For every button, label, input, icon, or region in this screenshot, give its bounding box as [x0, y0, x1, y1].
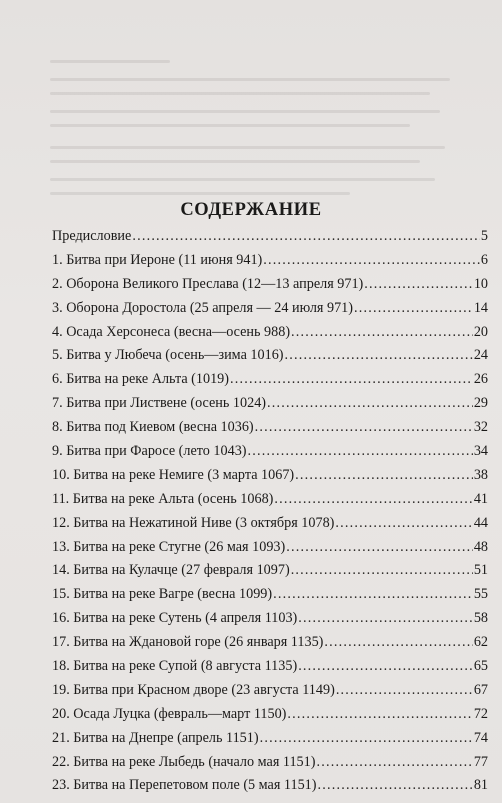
toc-leader-dots [230, 371, 473, 388]
toc-entry-title: 23. Битва на Перепетовом поле (5 мая 1151) [52, 777, 317, 794]
toc-leader-dots [274, 491, 472, 508]
page-title: СОДЕРЖАНИЕ [180, 200, 322, 220]
toc-entry-page-number: 55 [473, 586, 488, 603]
toc-leader-dots [318, 777, 473, 794]
toc-entry-title: 12. Битва на Нежатиной Ниве (3 октября 1078) [52, 514, 335, 531]
toc-leader-dots [287, 706, 472, 723]
toc-entry [52, 228, 488, 252]
toc-leader-dots [285, 347, 473, 364]
toc-entry-page-number: 81 [473, 777, 488, 794]
toc-entry [52, 515, 488, 539]
toc-entry-page-number: 72 [473, 705, 488, 722]
toc-entry [52, 324, 488, 348]
toc-entry [52, 252, 488, 276]
toc-entry-title: 14. Битва на Кулачце (27 февраля 1097) [52, 562, 290, 579]
toc-entry [52, 443, 488, 467]
toc-entry-page-number: 58 [473, 610, 488, 627]
toc-entry [52, 276, 488, 300]
toc-entry [52, 467, 488, 491]
toc-entry [52, 730, 488, 754]
toc-entry [52, 539, 488, 563]
toc-entry-title: 15. Битва на реке Вагре (весна 1099) [52, 586, 273, 603]
toc-entry-title: 5. Битва у Любеча (осень—зима 1016) [52, 347, 284, 364]
toc-leader-dots [298, 658, 473, 675]
toc-entry-page-number: 20 [473, 323, 488, 340]
toc-leader-dots [132, 228, 480, 245]
toc-entry [52, 754, 488, 778]
toc-entry-title: 11. Битва на реке Альта (осень 1068) [52, 490, 274, 507]
toc-entry-title: 2. Оборона Великого Преслава (12—13 апреля 971) [52, 275, 364, 292]
toc-entry-title: 17. Битва на Ждановой горе (26 января 1135) [52, 634, 324, 651]
toc-entry-title: 19. Битва при Красном дворе (23 августа 1149) [52, 681, 335, 698]
toc-entry-page-number: 14 [473, 299, 488, 316]
toc-leader-dots [291, 562, 473, 579]
toc-entry [52, 706, 488, 730]
toc-leader-dots [286, 539, 473, 556]
toc-entry-page-number: 77 [473, 753, 488, 770]
toc-entry [52, 658, 488, 682]
toc-entry [52, 491, 488, 515]
toc-entry-title: 6. Битва на реке Альта (1019) [52, 371, 229, 388]
toc-entry-page-number: 48 [473, 538, 488, 555]
toc-leader-dots [298, 610, 473, 627]
toc-entry-title: 9. Битва при Фаросе (лето 1043) [52, 443, 247, 460]
toc-entry [52, 610, 488, 634]
toc-entry-page-number: 32 [473, 419, 488, 436]
toc-entry [52, 682, 488, 706]
reverse-side-show-through [50, 60, 502, 200]
toc-entry-page-number: 34 [473, 443, 488, 460]
toc-entry-title: 10. Битва на реке Немиге (3 марта 1067) [52, 466, 295, 483]
toc-entry-page-number: 74 [473, 729, 488, 746]
toc-entry-page-number: 62 [473, 634, 488, 651]
toc-entry-page-number: 38 [473, 466, 488, 483]
toc-entry-title: 1. Битва при Иероне (11 июня 941) [52, 251, 263, 268]
toc-entry-page-number: 29 [473, 395, 488, 412]
toc-leader-dots [316, 754, 472, 771]
toc-entry-title: 4. Осада Херсонеса (весна—осень 988) [52, 323, 291, 340]
toc-entry-page-number: 24 [473, 347, 488, 364]
table-of-contents [52, 228, 488, 801]
toc-entry [52, 395, 488, 419]
toc-entry-page-number: 41 [473, 490, 488, 507]
toc-entry-title: 20. Осада Луцка (февраль—март 1150) [52, 705, 287, 722]
toc-entry-title: 18. Битва на реке Супой (8 августа 1135) [52, 658, 298, 675]
toc-leader-dots [324, 634, 472, 651]
toc-entry [52, 347, 488, 371]
toc-entry-title: 16. Битва на реке Сутень (4 апреля 1103) [52, 610, 298, 627]
toc-entry-page-number: 5 [480, 228, 488, 244]
toc-entry-page-number: 10 [473, 275, 488, 292]
toc-entry [52, 777, 488, 801]
toc-leader-dots [260, 730, 473, 747]
toc-leader-dots [267, 395, 473, 412]
toc-entry-page-number: 65 [473, 658, 488, 675]
toc-entry-title: 7. Битва при Листвене (осень 1024) [52, 395, 267, 412]
toc-entry-page-number: 51 [473, 562, 488, 579]
toc-entry-title: Предисловие [52, 228, 132, 244]
toc-entry-title: 3. Оборона Доростола (25 апреля — 24 июля 971) [52, 299, 353, 316]
toc-leader-dots [336, 682, 473, 699]
toc-leader-dots [273, 586, 473, 603]
toc-entry-title: 21. Битва на Днепре (апрель 1151) [52, 729, 259, 746]
toc-leader-dots [354, 300, 473, 317]
toc-entry [52, 586, 488, 610]
toc-entry [52, 371, 488, 395]
toc-entry-title: 22. Битва на реке Лыбедь (начало мая 1151) [52, 753, 316, 770]
toc-entry [52, 634, 488, 658]
toc-entry-title: 13. Битва на реке Стугне (26 мая 1093) [52, 538, 286, 555]
toc-entry [52, 419, 488, 443]
toc-leader-dots [364, 276, 473, 293]
toc-leader-dots [335, 515, 472, 532]
toc-entry [52, 562, 488, 586]
toc-entry-page-number: 6 [480, 251, 488, 268]
toc-leader-dots [295, 467, 473, 484]
toc-leader-dots [248, 443, 473, 460]
toc-entry-page-number: 67 [473, 681, 488, 698]
toc-entry-title: 8. Битва под Киевом (весна 1036) [52, 419, 254, 436]
toc-entry [52, 300, 488, 324]
toc-leader-dots [263, 252, 480, 269]
toc-entry-page-number: 26 [473, 371, 488, 388]
toc-leader-dots [255, 419, 473, 436]
toc-leader-dots [291, 324, 473, 341]
toc-entry-page-number: 44 [473, 514, 488, 531]
